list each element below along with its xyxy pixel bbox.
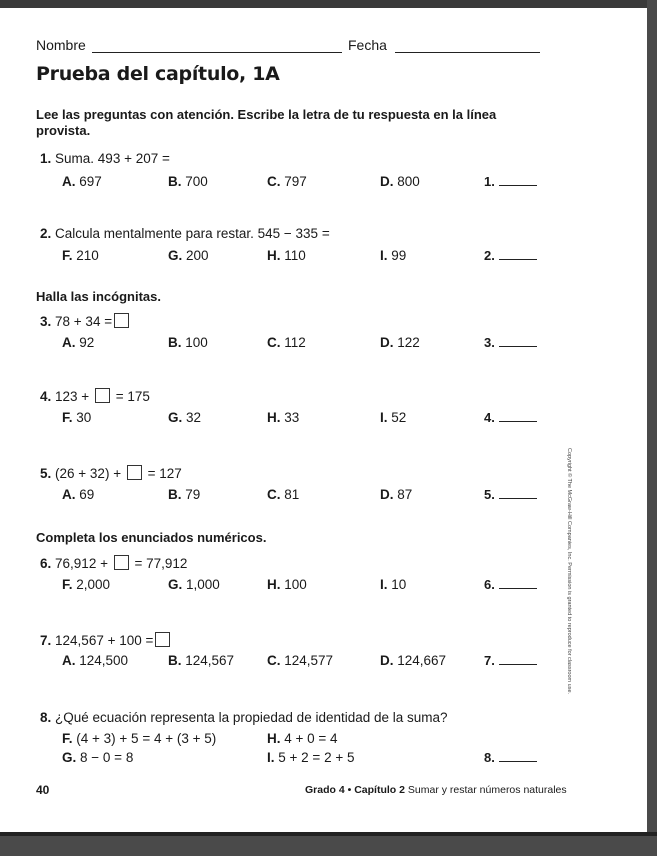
option-4g[interactable]: G. 32 <box>168 410 202 425</box>
question-6: 6. 76,912 + = 77,912 <box>40 556 188 571</box>
name-line <box>92 52 342 53</box>
answer-line-1[interactable]: 1. <box>484 174 537 189</box>
answer-line-8[interactable]: 8. <box>484 750 537 765</box>
option-6f[interactable]: F. 2,000 <box>62 577 111 592</box>
option-5a[interactable]: A. 69 <box>62 487 95 502</box>
question-3: 3. 78 + 34 = <box>40 313 131 329</box>
answer-line-2[interactable]: 2. <box>484 248 537 263</box>
option-4f[interactable]: F. 30 <box>62 410 92 425</box>
blank-box <box>127 465 142 480</box>
option-5c[interactable]: C. 81 <box>267 487 300 502</box>
option-8g[interactable]: G. 8 − 0 = 8 <box>62 750 134 765</box>
page-title: Prueba del capítulo, 1A <box>36 63 280 85</box>
instructions: Lee las preguntas con atención. Escribe la letra de tu respuesta en la línea provista. <box>36 107 497 138</box>
question-5: 5. (26 + 32) + = 127 <box>40 466 182 481</box>
question-7: 7. 124,567 + 100 = <box>40 632 172 648</box>
section-heading-unknowns: Halla las incógnitas. <box>36 289 161 304</box>
option-2f[interactable]: F. 210 <box>62 248 99 263</box>
worksheet-page <box>0 8 647 832</box>
right-border <box>647 0 657 856</box>
option-3a[interactable]: A. 92 <box>62 335 95 350</box>
question-1: 1. Suma. 493 + 207 = <box>40 151 170 166</box>
question-2: 2. Calcula mentalmente para restar. 545 − 335 = <box>40 226 330 241</box>
option-1d[interactable]: D. 800 <box>380 174 420 189</box>
top-border <box>0 0 657 8</box>
option-5d[interactable]: D. 87 <box>380 487 413 502</box>
bottom-border-shadow <box>0 832 657 836</box>
option-7a[interactable]: A. 124,500 <box>62 653 129 668</box>
option-4h[interactable]: H. 33 <box>267 410 300 425</box>
option-6i[interactable]: I. 10 <box>380 577 407 592</box>
date-line <box>395 52 540 53</box>
blank-box <box>155 632 170 647</box>
option-6g[interactable]: G. 1,000 <box>168 577 220 592</box>
option-3d[interactable]: D. 122 <box>380 335 420 350</box>
question-8: 8. ¿Qué ecuación representa la propiedad de identidad de la suma? <box>40 710 448 725</box>
blank-box <box>114 313 129 328</box>
option-1c[interactable]: C. 797 <box>267 174 307 189</box>
copyright-notice: Copyright © The McGraw-Hill Companies, Inc. Permission is granted to reproduce for classroom use. <box>566 448 572 695</box>
page-footer: Grado 4 • Capítulo 2 Sumar y restar números naturales <box>305 784 567 796</box>
option-3c[interactable]: C. 112 <box>267 335 306 350</box>
option-2h[interactable]: H. 110 <box>267 248 306 263</box>
answer-line-5[interactable]: 5. <box>484 487 537 502</box>
answer-line-7[interactable]: 7. <box>484 653 537 668</box>
option-7c[interactable]: C. 124,577 <box>267 653 334 668</box>
blank-box <box>114 555 129 570</box>
answer-line-6[interactable]: 6. <box>484 577 537 592</box>
name-label: Nombre <box>36 37 86 53</box>
option-7b[interactable]: B. 124,567 <box>168 653 235 668</box>
option-8f[interactable]: F. (4 + 3) + 5 = 4 + (3 + 5) <box>62 731 217 746</box>
date-label: Fecha <box>348 37 387 53</box>
option-1b[interactable]: B. 700 <box>168 174 208 189</box>
option-8i[interactable]: I. 5 + 2 = 2 + 5 <box>267 750 355 765</box>
option-5b[interactable]: B. 79 <box>168 487 201 502</box>
option-4i[interactable]: I. 52 <box>380 410 407 425</box>
option-1a[interactable]: A. 697 <box>62 174 102 189</box>
question-4: 4. 123 + = 175 <box>40 389 150 404</box>
answer-line-3[interactable]: 3. <box>484 335 537 350</box>
section-heading-number-sentences: Completa los enunciados numéricos. <box>36 530 267 545</box>
option-7d[interactable]: D. 124,667 <box>380 653 447 668</box>
blank-box <box>95 388 110 403</box>
page-number: 40 <box>36 783 50 797</box>
option-8h[interactable]: H. 4 + 0 = 4 <box>267 731 338 746</box>
answer-line-4[interactable]: 4. <box>484 410 537 425</box>
option-2i[interactable]: I. 99 <box>380 248 407 263</box>
option-3b[interactable]: B. 100 <box>168 335 208 350</box>
option-2g[interactable]: G. 200 <box>168 248 209 263</box>
option-6h[interactable]: H. 100 <box>267 577 307 592</box>
